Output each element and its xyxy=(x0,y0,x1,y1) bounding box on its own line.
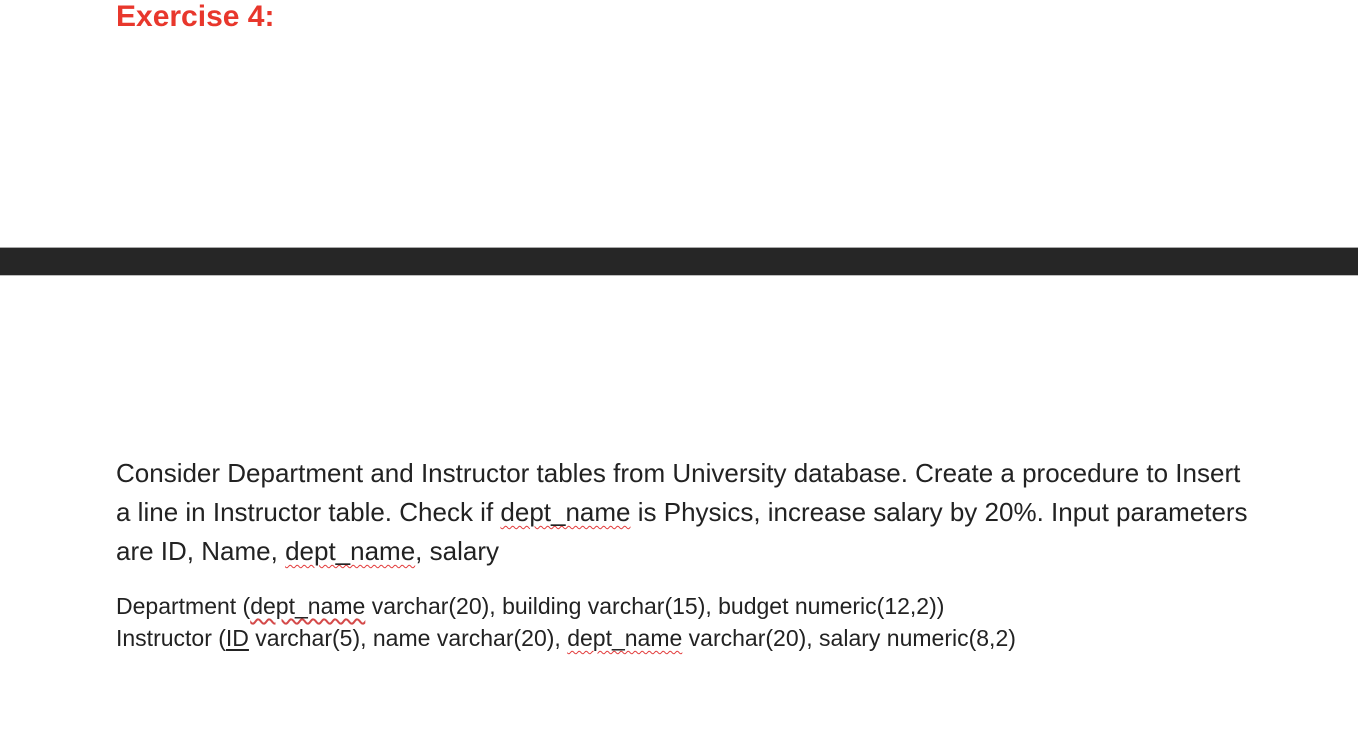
department-term-dept-name: dept_name xyxy=(250,593,366,619)
department-columns: varchar(20), building varchar(15), budget numeric(12,2)) xyxy=(365,593,945,619)
instructor-prefix: Instructor ( xyxy=(116,625,226,651)
department-prefix: Department ( xyxy=(116,593,251,619)
task-text-part-3: , salary xyxy=(415,536,499,566)
task-text-part-2: is Physics, increase salary by 20%. Input parameters are ID, Name, xyxy=(116,497,1255,566)
instructor-term-dept-name: dept_name xyxy=(567,625,683,651)
table-schema xyxy=(116,590,1256,654)
page-break-gap xyxy=(0,247,1358,276)
instructor-primary-key-id: ID xyxy=(225,625,249,651)
document-page-1 xyxy=(0,0,1358,247)
document-page-2 xyxy=(0,276,1358,736)
task-text-part-1: Consider Department and Instructor tables from University database. Create a procedure to Insert a line in Instructor table. Check if xyxy=(116,458,1248,527)
instructor-columns-middle: varchar(5), name varchar(20), xyxy=(248,625,568,651)
task-term-dept-name-1: dept_name xyxy=(500,497,631,527)
task-term-dept-name-2: dept_name xyxy=(285,536,416,566)
schema-department-line xyxy=(116,590,1256,622)
instructor-columns-rest: varchar(20), salary numeric(8,2) xyxy=(682,625,1016,651)
task-description xyxy=(116,454,1256,571)
schema-instructor-line xyxy=(116,622,1256,654)
exercise-heading: Exercise 4: xyxy=(116,0,275,33)
